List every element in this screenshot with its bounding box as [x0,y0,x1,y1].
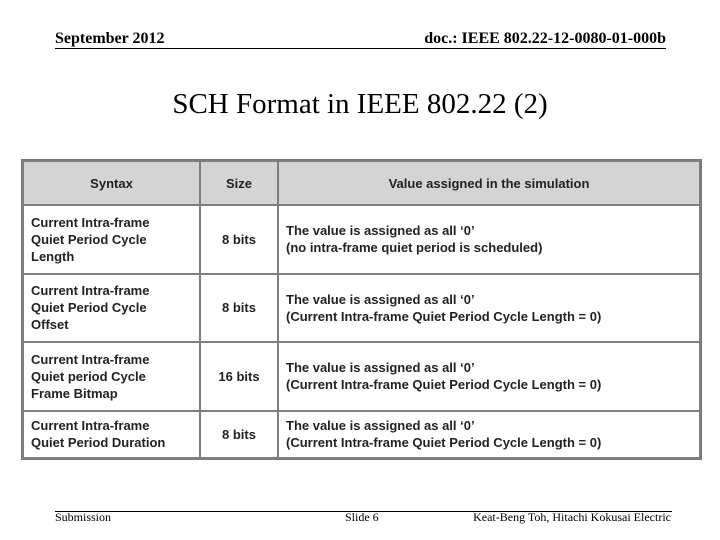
slide-title: SCH Format in IEEE 802.22 (2) [172,88,548,120]
size-cell: 16 bits [200,342,278,411]
value-line: (Current Intra-frame Quiet Period Cycle Length = 0) [286,377,602,393]
syntax-line: Quiet Period Duration [31,435,166,451]
value-cell [278,205,700,274]
syntax-line: Current Intra-frame [31,283,150,299]
size-cell: 8 bits [200,411,278,458]
header-syntax: Syntax [23,161,200,205]
syntax-cell [23,342,200,411]
value-cell [278,411,700,458]
value-line: The value is assigned as all ‘0’ [286,291,475,307]
footer-slide-number: Slide 6 [345,510,379,524]
footer-submission: Submission [55,510,112,524]
header-size: Size [200,161,278,205]
value-line: The value is assigned as all ‘0’ [286,418,475,434]
value-line: (no intra-frame quiet period is scheduled) [286,240,543,256]
value-cell [278,274,700,343]
value-line: The value is assigned as all ‘0’ [286,360,475,376]
syntax-line: Current Intra-frame [31,418,150,434]
sch-format-table [22,160,701,459]
size-cell: 8 bits [200,274,278,343]
sch-format-table-container [21,159,702,460]
syntax-line: Current Intra-frame [31,214,150,230]
value-cell [278,342,700,411]
syntax-line: Quiet period Cycle [31,368,146,384]
header-doc-id: doc.: IEEE 802.22-12-0080-01-000b [424,30,666,47]
syntax-line: Offset [31,317,69,333]
value-line: The value is assigned as all ‘0’ [286,223,475,239]
syntax-line: Frame Bitmap [31,385,118,401]
syntax-line: Current Intra-frame [31,351,150,367]
syntax-line: Quiet Period Cycle [31,231,147,247]
value-line: (Current Intra-frame Quiet Period Cycle Length = 0) [286,308,602,324]
header-rule [55,48,666,49]
table-row [23,274,700,343]
table-header-row [23,161,700,205]
syntax-line: Quiet Period Cycle [31,300,147,316]
header-date: September 2012 [55,30,165,47]
table-row [23,342,700,411]
syntax-cell [23,205,200,274]
header-value: Value assigned in the simulation [278,161,700,205]
table-row [23,205,700,274]
syntax-line: Length [31,248,75,264]
syntax-cell [23,274,200,343]
value-line: (Current Intra-frame Quiet Period Cycle Length = 0) [286,435,602,451]
table-row [23,411,700,458]
syntax-cell [23,411,200,458]
size-cell: 8 bits [200,205,278,274]
footer-author: Keat-Beng Toh, Hitachi Kokusai Electric [473,510,671,524]
